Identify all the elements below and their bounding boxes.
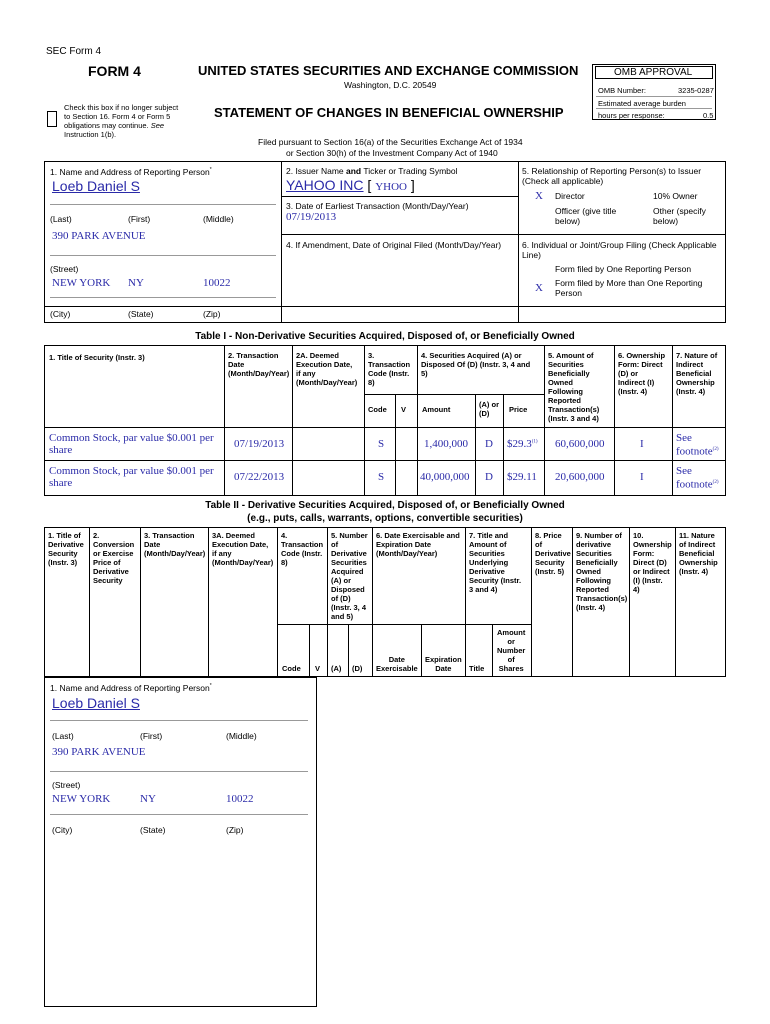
reporting-person-box-2 [44, 677, 317, 1007]
t1-row2-owned: 20,600,000 [555, 471, 605, 483]
city-label: (City) [50, 309, 71, 319]
t1-row2-title: Common Stock, par value $0.001 per share [49, 465, 214, 489]
t1-sub-ad: (A) or (D) [479, 400, 499, 418]
rp2-zip: 10022 [226, 793, 254, 805]
issuer-name-ticker: YAHOO INC [ YHOO ] [286, 177, 415, 193]
t1-sub-v: V [401, 405, 407, 414]
last-label: (Last) [50, 214, 72, 224]
rp2-last-label: (Last) [52, 731, 74, 741]
t2-h2: 2. Conversion or Exercise Price of Derivative Security [93, 531, 135, 585]
earliest-transaction-date: 07/19/2013 [286, 211, 337, 223]
zip-value: 10022 [203, 277, 231, 289]
rp2-street: 390 PARK AVENUE [52, 746, 146, 758]
t1-row1-nature[interactable]: See footnote$^{(2)}$ [676, 432, 719, 458]
rp2-middle-label: (Middle) [226, 731, 257, 741]
table2-title-line2: (e.g., puts, calls, warrants, options, convertible securities) [247, 513, 523, 524]
zip-label: (Zip) [203, 309, 221, 319]
first-label: (First) [128, 214, 151, 224]
ten-pct-owner-label: 10% Owner [653, 191, 698, 201]
t2-h7: 7. Title and Amount of Securities Underlying Derivative Security (Instr. 3 and 4) [469, 531, 522, 594]
officer-label: Officer (give title below) [555, 206, 617, 226]
filing-label: 6. Individual or Joint/Group Filing (Check Applicable Line) [522, 240, 717, 260]
t1-row2-code: S [378, 471, 385, 483]
t2-h8: 8. Price of Derivative Security (Instr. 5) [535, 531, 571, 576]
director-mark[interactable]: X [535, 190, 543, 202]
omb-burden-label: Estimated average burden [598, 99, 686, 108]
t2-sub-date-exercisable: Date Exercisable [376, 655, 418, 673]
sec-form-label: SEC Form 4 [46, 46, 102, 57]
t1-row1-ad: D [485, 438, 493, 450]
reporting-person-name[interactable]: Loeb Daniel S [52, 178, 140, 194]
issuer-label: 2. Issuer Name and Ticker or Trading Symbol [286, 166, 458, 176]
t1-row2-date: 07/22/2013 [234, 471, 285, 483]
rp2-zip-label: (Zip) [226, 825, 244, 835]
t2-h4: 4. Transaction Code (Instr. 8) [281, 531, 324, 567]
t1-sub-code: Code [368, 405, 387, 414]
t2-sub-code: Code [282, 664, 301, 673]
issuer-name[interactable]: YAHOO INC [286, 177, 364, 193]
rp2-street-label: (Street) [52, 780, 81, 790]
filed-by-more-mark[interactable]: X [535, 282, 543, 294]
t2-sub-expiration: Expiration Date [425, 655, 462, 673]
no-longer-subject-checkbox[interactable] [47, 111, 57, 127]
filed-by-one-label: Form filed by One Reporting Person [555, 264, 692, 274]
t2-h11: 11. Nature of Indirect Beneficial Ownership (Instr. 4) [679, 531, 718, 576]
t1-row2-form: I [640, 471, 644, 483]
t2-sub-a: (A) [331, 664, 342, 673]
other-label: Other (specify below) [653, 206, 706, 226]
t2-h6: 6. Date Exercisable and Expiration Date (Month/Day/Year) [376, 531, 460, 558]
omb-number: 3235-0287 [678, 86, 714, 95]
t1-row1-code: S [378, 438, 385, 450]
t2-h10: 10. Ownership Form: Direct (D) or Indirect (I) (Instr. 4) [633, 531, 672, 594]
commission-title: UNITED STATES SECURITIES AND EXCHANGE COMMISSION [198, 63, 579, 78]
t1-sub-price: Price [509, 405, 528, 414]
form-title: FORM 4 [88, 63, 141, 79]
omb-hours-label: hours per response: [598, 111, 665, 120]
city-value: NEW YORK [52, 277, 111, 289]
rp2-city: NEW YORK [52, 793, 111, 805]
filed-pursuant-line2: or Section 30(h) of the Investment Company Act of 1940 [286, 148, 498, 158]
rp2-city-label: (City) [52, 825, 73, 835]
street-address: 390 PARK AVENUE [52, 230, 146, 242]
middle-label: (Middle) [203, 214, 234, 224]
t1-sub-amount: Amount [422, 405, 451, 414]
state-value: NY [128, 277, 144, 289]
t2-sub-title: Title [469, 664, 485, 673]
t1-h-nature: 7. Nature of Indirect Beneficial Ownership (Instr. 4) [676, 351, 718, 396]
t1-row2-ad: D [485, 471, 493, 483]
omb-number-label: OMB Number: [598, 86, 646, 95]
checkbox-instructions: Check this box if no longer subject to Section 16. Form 4 or Form 5 obligations may continue. See Instruction 1(b). [64, 103, 179, 139]
t1-row2-price: $29.11 [507, 471, 537, 483]
t1-row2-amount: 40,000,000 [420, 471, 470, 483]
t1-h-deemed: 2A. Deemed Execution Date, if any (Month/Day/Year) [296, 351, 358, 387]
table2-title-line1: Table II - Derivative Securities Acquired, Disposed of, or Beneficially Owned [205, 500, 565, 511]
t2-h9: 9. Number of derivative Securities Beneficially Owned Following Reported Transaction(s) (Instr. 4) [576, 531, 628, 612]
amendment-label: 4. If Amendment, Date of Original Filed (Month/Day/Year) [286, 240, 502, 250]
rp2-state: NY [140, 793, 156, 805]
t1-h-code: 3. Transaction Code (Instr. 8) [368, 351, 411, 387]
t2-h5: 5. Number of Derivative Securities Acquired (A) or Disposed of (D) (Instr. 3, 4 and 5) [331, 531, 368, 621]
t1-h-date: 2. Transaction Date (Month/Day/Year) [228, 351, 290, 378]
t1-row2-nature[interactable]: See footnote$^{(2)}$ [676, 465, 719, 491]
t1-row1-title: Common Stock, par value $0.001 per share [49, 432, 214, 456]
filed-pursuant-line1: Filed pursuant to Section 16(a) of the Securities Exchange Act of 1934 [258, 137, 523, 147]
commission-address: Washington, D.C. 20549 [344, 80, 437, 90]
t2-sub-d: (D) [352, 664, 363, 673]
t2-h3a: 3A. Deemed Execution Date, if any (Month/Day/Year) [212, 531, 274, 567]
t1-row1-form: I [640, 438, 644, 450]
statement-title: STATEMENT OF CHANGES IN BENEFICIAL OWNERSHIP [214, 105, 564, 120]
earliest-transaction-label: 3. Date of Earliest Transaction (Month/Day/Year) [286, 201, 469, 211]
rp2-name[interactable]: Loeb Daniel S [52, 695, 140, 711]
rp2-state-label: (State) [140, 825, 166, 835]
reporting-person-label: 1. Name and Address of Reporting Person* [50, 167, 212, 177]
omb-hours: 0.5 [703, 111, 714, 120]
t1-row1-date: 07/19/2013 [234, 438, 285, 450]
street-label: (Street) [50, 264, 79, 274]
t1-row1-owned: 60,600,000 [555, 438, 605, 450]
t1-h-acquired: 4. Securities Acquired (A) or Disposed Of (D) (Instr. 3, 4 and 5) [421, 351, 531, 378]
t1-h-form: 6. Ownership Form: Direct (D) or Indirect (I) (Instr. 4) [618, 351, 666, 396]
t2-h1: 1. Title of Derivative Security (Instr. 3) [48, 531, 84, 567]
table1-title: Table I - Non-Derivative Securities Acquired, Disposed of, or Beneficially Owned [195, 331, 575, 342]
filed-by-more-label: Form filed by More than One Reporting Person [555, 278, 703, 298]
director-label: Director [555, 191, 585, 201]
issuer-ticker: YHOO [375, 181, 407, 193]
state-label: (State) [128, 309, 154, 319]
t1-h-owned: 5. Amount of Securities Beneficially Owned Following Reported Transaction(s) (Instr. 3 and 4) [548, 351, 600, 423]
t2-h3: 3. Transaction Date (Month/Day/Year) [144, 531, 206, 558]
relationship-label: 5. Relationship of Reporting Person(s) to Issuer (Check all applicable) [522, 166, 702, 186]
t1-row1-price: $29.3$^{(1)}$ [507, 438, 538, 450]
rp2-label: 1. Name and Address of Reporting Person* [50, 683, 212, 693]
t2-sub-amount: Amount or Number of Shares [497, 628, 526, 673]
omb-title: OMB APPROVAL [614, 67, 693, 78]
rp2-first-label: (First) [140, 731, 163, 741]
t1-row1-amount: 1,400,000 [424, 438, 468, 450]
t2-sub-v: V [315, 664, 321, 673]
t1-h-title: 1. Title of Security (Instr. 3) [49, 353, 145, 362]
